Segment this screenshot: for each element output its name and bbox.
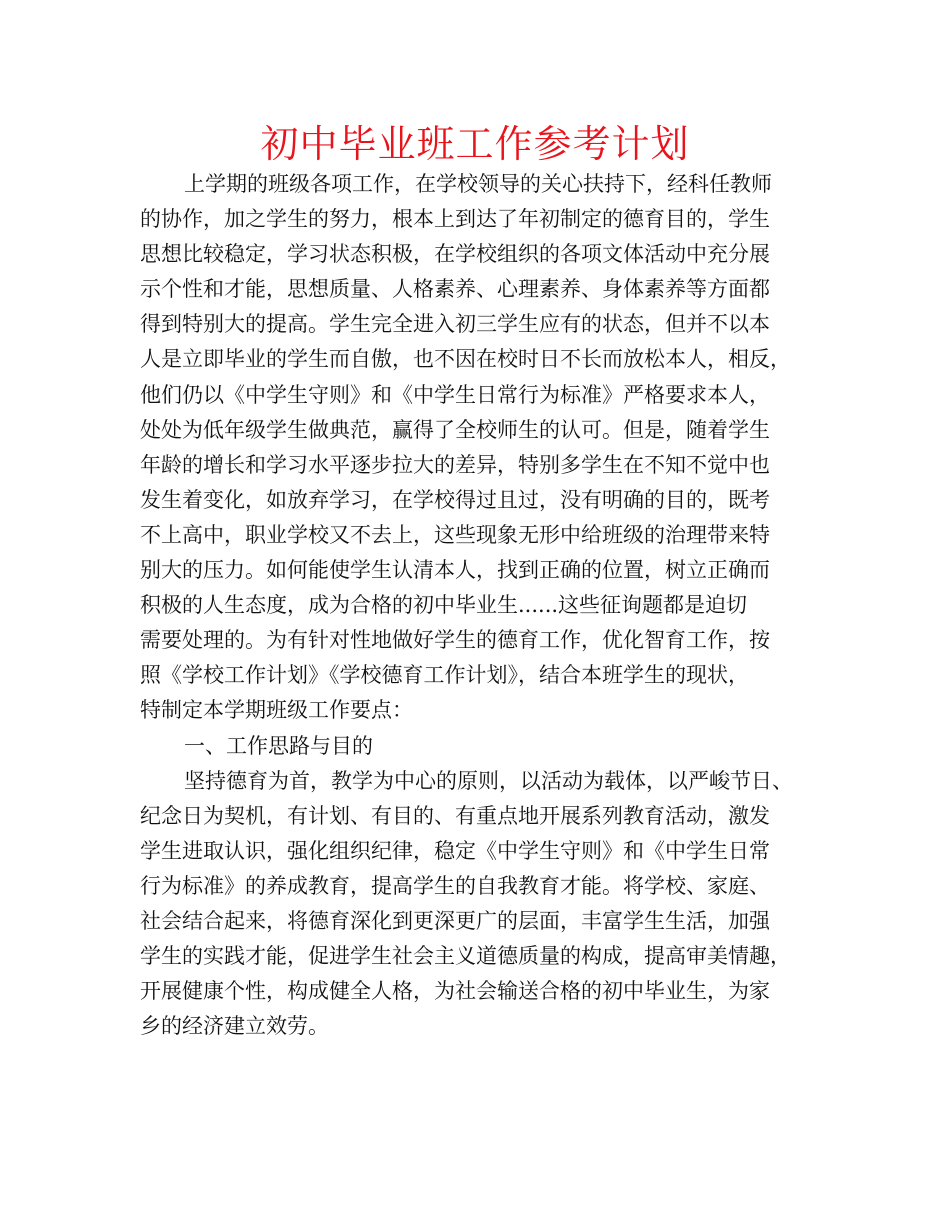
text-line: 乡的经济建立效劳。 xyxy=(140,1014,329,1039)
text-line: 发生着变化，如放弃学习，在学校得过且过，没有明确的目的，既考 xyxy=(140,487,770,512)
paragraph-work-ideas xyxy=(140,764,830,1045)
text-line: 开展健康个性，构成健全人格，为社会输送合格的初中毕业生，为家 xyxy=(140,979,770,1004)
document-body xyxy=(140,167,830,1044)
text-line: 年龄的增长和学习水平逐步拉大的差异，特别多学生在不知不觉中也 xyxy=(140,452,770,477)
text-line: 需要处理的。为有针对性地做好学生的德育工作，优化智育工作，按 xyxy=(140,628,770,653)
text-line: 的协作，加之学生的努力，根本上到达了年初制定的德育目的，学生 xyxy=(140,207,770,232)
document-title: 初中毕业班工作参考计划 xyxy=(260,122,690,166)
text-line: 不上高中，职业学校又不去上，这些现象无形中给班级的治理带来特 xyxy=(140,522,770,547)
text-line: 示个性和才能，思想质量、人格素养、心理素养、身体素养等方面都 xyxy=(140,277,770,302)
text-line: 照《学校工作计划》《学校德育工作计划》，结合本班学生的现状， xyxy=(140,663,749,688)
text-line: 学生的实践才能，促进学生社会主义道德质量的构成，提高审美情趣， xyxy=(140,944,791,969)
text-line: 社会结合起来，将德育深化到更深更广的层面，丰富学生生活，加强 xyxy=(140,908,770,933)
text-line: 积极的人生态度，成为合格的初中毕业生......这些征询题都是迫切 xyxy=(140,593,748,618)
text-line: 特制定本学期班级工作要点： xyxy=(140,698,413,723)
text-line: 行为标准》的养成教育，提高学生的自我教育才能。将学校、家庭、 xyxy=(140,873,770,898)
text-line: 上学期的班级各项工作，在学校领导的关心扶持下，经科任教师 xyxy=(184,172,772,196)
text-line: 思想比较稳定，学习状态积极，在学校组织的各项文体活动中充分展 xyxy=(140,242,770,267)
text-line: 别大的压力。如何能使学生认清本人，找到正确的位置，树立正确而 xyxy=(140,558,770,583)
section-heading: 一、工作思路与目的 xyxy=(184,733,373,758)
text-line: 坚持德育为首，教学为中心的原则，以活动为载体，以严峻节日、 xyxy=(184,768,793,793)
text-line: 学生进取认识，强化组织纪律，稳定《中学生守则》和《中学生日常 xyxy=(140,838,770,863)
text-line: 人是立即毕业的学生而自傲，也不因在校时日不长而放松本人，相反， xyxy=(140,347,791,372)
text-line: 纪念日为契机，有计划、有目的、有重点地开展系列教育活动，激发 xyxy=(140,803,770,828)
paragraph-intro xyxy=(140,167,830,729)
text-line: 他们仍以《中学生守则》和《中学生日常行为标准》严格要求本人， xyxy=(140,382,770,407)
text-line: 处处为低年级学生做典范，赢得了全校师生的认可。但是，随着学生 xyxy=(140,417,770,442)
text-line: 得到特别大的提高。学生完全进入初三学生应有的状态，但并不以本 xyxy=(140,312,770,337)
